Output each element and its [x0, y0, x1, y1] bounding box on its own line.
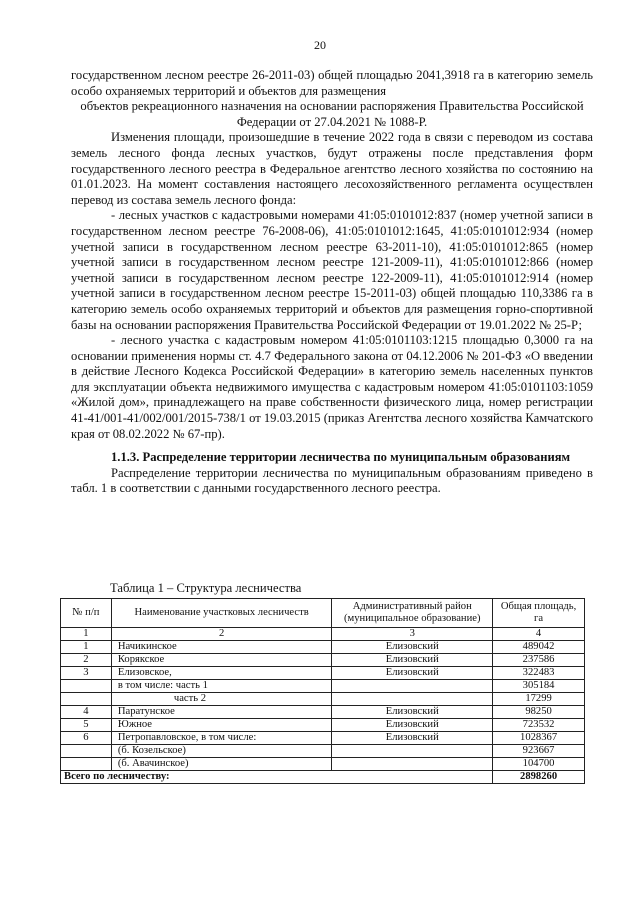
row-area-cell: 17299 [493, 693, 585, 706]
section-title: Распределение территории лесничества по муниципальным образованиям [142, 450, 571, 465]
header-district: Административный район (муниципальное образование) [332, 599, 493, 628]
row-area-cell: 322483 [493, 667, 585, 680]
table-row [61, 732, 585, 745]
header-name: Наименование участковых лесничеств [111, 599, 332, 628]
row-area-cell: 1028367 [493, 732, 585, 745]
table-row [61, 719, 585, 732]
row-area-cell: 305184 [493, 680, 585, 693]
document-body [71, 68, 593, 497]
paragraph-area-changes: Изменения площади, произошедшие в течение 2022 года в связи с переводом из состава земель лесного фонда лесных участков, будут отражены после представления форм государственного лесного реестра в Федеральное агентство лесного хозяйства по состоянию на 01.01.2023. На момент составления настоящего лесохозяйственного регламента осуществлен перевод из состава земель лесного фонда: [71, 130, 593, 207]
header-num: № п/п [61, 599, 112, 628]
row-num-cell: 5 [61, 719, 112, 732]
total-area: 2898260 [493, 771, 585, 784]
section-heading [71, 450, 593, 466]
paragraph-forest-plot-single: - лесного участка с кадастровым номером 41:05:0101103:1215 площадью 0,3000 га на основании применения нормы ст. 4.7 Федерального закона от 04.12.2006 № 201-ФЗ «О введении в действие Лесного Кодекса Российской Федерации» в категорию земель населенных пунктов для эксплуатации объекта недвижимого имущества с кадастровым номером 41:05:0101103:1059 «Жилой дом», принадлежащего на праве собственности физического лица, номер регистрации 41-41/001-41/002/001/2015-738/1 от 19.03.2015 (приказ Агентства лесного хозяйства Камчатского края от 08.02.2022 № 67-пр). [71, 333, 593, 441]
row-district-cell: Елизовский [332, 667, 493, 680]
forestry-structure-table [60, 598, 585, 784]
table-caption: Таблица 1 – Структура лесничества [110, 581, 302, 595]
index-cell: 3 [332, 628, 493, 641]
row-name-cell: Паратунское [111, 706, 332, 719]
table-header-row [61, 599, 585, 628]
row-district-cell: Елизовский [332, 732, 493, 745]
row-name-cell: в том числе: часть 1 [111, 680, 332, 693]
header-area: Общая площадь, га [493, 599, 585, 628]
paragraph-distribution: Распределение территории лесничества по муниципальным образованиям приведено в табл. 1 в соответствии с данными государственного лесного реестра. [71, 465, 593, 496]
row-num-cell [61, 758, 112, 771]
index-cell: 4 [493, 628, 585, 641]
row-district-cell: Елизовский [332, 641, 493, 654]
row-area-cell: 104700 [493, 758, 585, 771]
section-number: 1.1.3. [111, 450, 140, 465]
row-name-cell: часть 2 [111, 693, 332, 706]
table-row [61, 667, 585, 680]
row-area-cell: 489042 [493, 641, 585, 654]
total-label: Всего по лесничеству: [61, 771, 493, 784]
row-num-cell [61, 693, 112, 706]
row-num-cell: 2 [61, 654, 112, 667]
row-name-cell: Южное [111, 719, 332, 732]
row-district-cell [332, 745, 493, 758]
row-name-cell: Начикинское [111, 641, 332, 654]
row-num-cell [61, 745, 112, 758]
table-index-row [61, 628, 585, 641]
table-row [61, 693, 585, 706]
page-number: 20 [314, 38, 326, 52]
table-row [61, 680, 585, 693]
row-name-cell: Петропавловское, в том числе: [111, 732, 332, 745]
table-row [61, 706, 585, 719]
row-num-cell [61, 680, 112, 693]
paragraph-continued-tail: объектов рекреационного назначения на основании распоряжения Правительства Российской Федерации от 27.04.2021 № 1088-Р. [80, 99, 584, 129]
row-num-cell: 4 [61, 706, 112, 719]
row-num-cell: 6 [61, 732, 112, 745]
row-district-cell: Елизовский [332, 654, 493, 667]
table-row [61, 758, 585, 771]
row-num-cell: 1 [61, 641, 112, 654]
index-cell: 2 [111, 628, 332, 641]
table-row [61, 654, 585, 667]
table-row [61, 745, 585, 758]
row-district-cell [332, 680, 493, 693]
table-total-row [61, 771, 585, 784]
row-district-cell [332, 758, 493, 771]
row-district-cell [332, 693, 493, 706]
index-cell: 1 [61, 628, 112, 641]
row-area-cell: 723532 [493, 719, 585, 732]
row-name-cell: (б. Авачинское) [111, 758, 332, 771]
row-num-cell: 3 [61, 667, 112, 680]
row-district-cell: Елизовский [332, 719, 493, 732]
row-area-cell: 237586 [493, 654, 585, 667]
row-name-cell: (б. Козельское) [111, 745, 332, 758]
paragraph-forest-plots: - лесных участков с кадастровыми номерами 41:05:0101012:837 (номер учетной записи в государственном лесном реестре 76-2008-06), 41:05:0101012:1645, 41:05:0101012:934 (номер учетной записи в государственном лесном реестре 63-2011-10), 41:05:0101012:865 (номер учетной записи в государственном лесном реестре 121-2009-11), 41:05:0101012:866 (номер учетной записи в государственном лесном реестре 122-2009-11), 41:05:0101012:914 (номер учетной записи в государственном лесном реестре 15-2011-03) общей площадью 110,3386 га в категорию земель особо охраняемых территорий и объектов для размещения горно-спортивной базы на основании распоряжения Правительства Российской Федерации от 19.01.2022 № 25-Р; [71, 208, 593, 332]
row-area-cell: 98250 [493, 706, 585, 719]
table-row [61, 641, 585, 654]
row-area-cell: 923667 [493, 745, 585, 758]
row-district-cell: Елизовский [332, 706, 493, 719]
paragraph-continued: государственном лесном реестре 26-2011-03) общей площадью 2041,3918 га в категорию земель особо охраняемых территорий и объектов для размещения [71, 68, 593, 98]
row-name-cell: Корякское [111, 654, 332, 667]
row-name-cell: Елизовское, [111, 667, 332, 680]
